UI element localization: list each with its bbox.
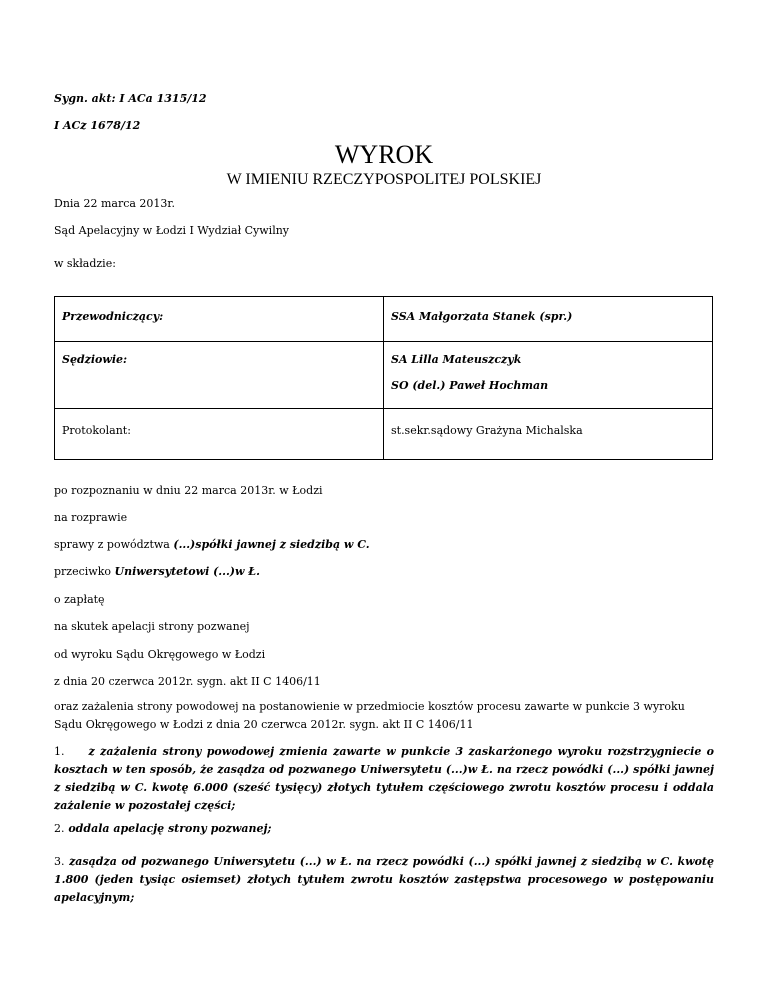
judgment-date: Dnia 22 marca 2013r. — [54, 197, 175, 210]
case-reference-2: I ACz 1678/12 — [54, 119, 141, 132]
ruling-1-number: 1. — [54, 745, 65, 758]
judge-1-name: SA Lilla Mateuszczyk — [391, 353, 522, 366]
composition-label: w składzie: — [54, 257, 116, 270]
claim-line — [54, 538, 370, 552]
judge-2-name: SO (del.) Paweł Hochman — [391, 379, 549, 392]
ruling-2-number: 2. — [54, 822, 65, 835]
page-title: WYROK — [334, 140, 434, 169]
judges-label: Sędziowie: — [62, 353, 128, 366]
page-subtitle: W IMIENIU RZECZYPOSPOLITEJ POLSKIEJ — [226, 171, 542, 188]
composition-table — [54, 296, 713, 460]
composition-row-chair — [55, 297, 713, 342]
defendant-line — [54, 565, 260, 579]
plaintiff-name: (...)spółki jawnej z siedzibą w C. — [173, 538, 370, 551]
clerk-label: Protokolant: — [62, 424, 131, 437]
clerk-name: st.sekr.sądowy Grażyna Michalska — [391, 424, 583, 437]
chair-name: SSA Małgorzata Stanek (spr.) — [391, 310, 573, 323]
ruling-2-text: oddala apelację strony pozwanej; — [68, 822, 272, 835]
chair-label: Przewodniczący: — [62, 310, 164, 323]
claim-prefix: sprawy z powództwa — [54, 538, 174, 551]
ruling-3 — [54, 853, 714, 907]
ruling-1 — [54, 743, 714, 815]
ruling-3-text: zasądza od pozwanego Uniwersytetu (...) w Ł. na rzecz powódki (...) spółki jawnej z siedzibą w C. kwotę 1.800 (jeden tysiąc osiemset) złotych tytułem zwrotu kosztów zastępstwa procesowego w postępowaniu apelacyjnym; — [54, 855, 714, 904]
hearing-info: po rozpoznaniu w dniu 22 marca 2013r. w Łodzi — [54, 484, 323, 497]
case-reference-1: Sygn. akt: I ACa 1315/12 — [54, 92, 207, 105]
hearing-type: na rozprawie — [54, 511, 128, 524]
lower-court-date-line: z dnia 20 czerwca 2012r. sygn. akt II C 1406/11 — [54, 675, 321, 688]
defendant-prefix: przeciwko — [54, 565, 115, 578]
ruling-1-text: z zażalenia strony powodowej zmienia zawarte w punkcie 3 zaskarżonego wyroku rozstrzygniecie o kosztach w ten sposób, że zasądza od pozwanego Uniwersytetu (...)w Ł. na rzecz powódki (...) spółki jawnej z siedzibą w C. kwotę 6.000 (sześć tysięcy) złotych tytułem częściowego zwrotu kosztów procesu i oddala zażalenie w pozostałej części; — [54, 745, 714, 812]
complaint-paragraph: oraz zażalenia strony powodowej na postanowienie w przedmiocie kosztów procesu zawarte w punkcie 3 wyroku Sądu Okręgowego w Łodzi z dnia 20 czerwca 2012r. sygn. akt II C 1406/11 — [54, 700, 685, 731]
defendant-name: Uniwersytetowi (...)w Ł. — [114, 565, 260, 578]
composition-row-clerk — [55, 409, 713, 460]
ruling-2 — [54, 820, 714, 838]
subject-line: o zapłatę — [54, 593, 105, 606]
composition-row-judges — [55, 342, 713, 409]
court-name: Sąd Apelacyjny w Łodzi I Wydział Cywilny — [54, 224, 290, 237]
ruling-3-number: 3. — [54, 855, 65, 868]
appeal-line: na skutek apelacji strony pozwanej — [54, 620, 250, 633]
lower-court-line: od wyroku Sądu Okręgowego w Łodzi — [54, 648, 266, 661]
